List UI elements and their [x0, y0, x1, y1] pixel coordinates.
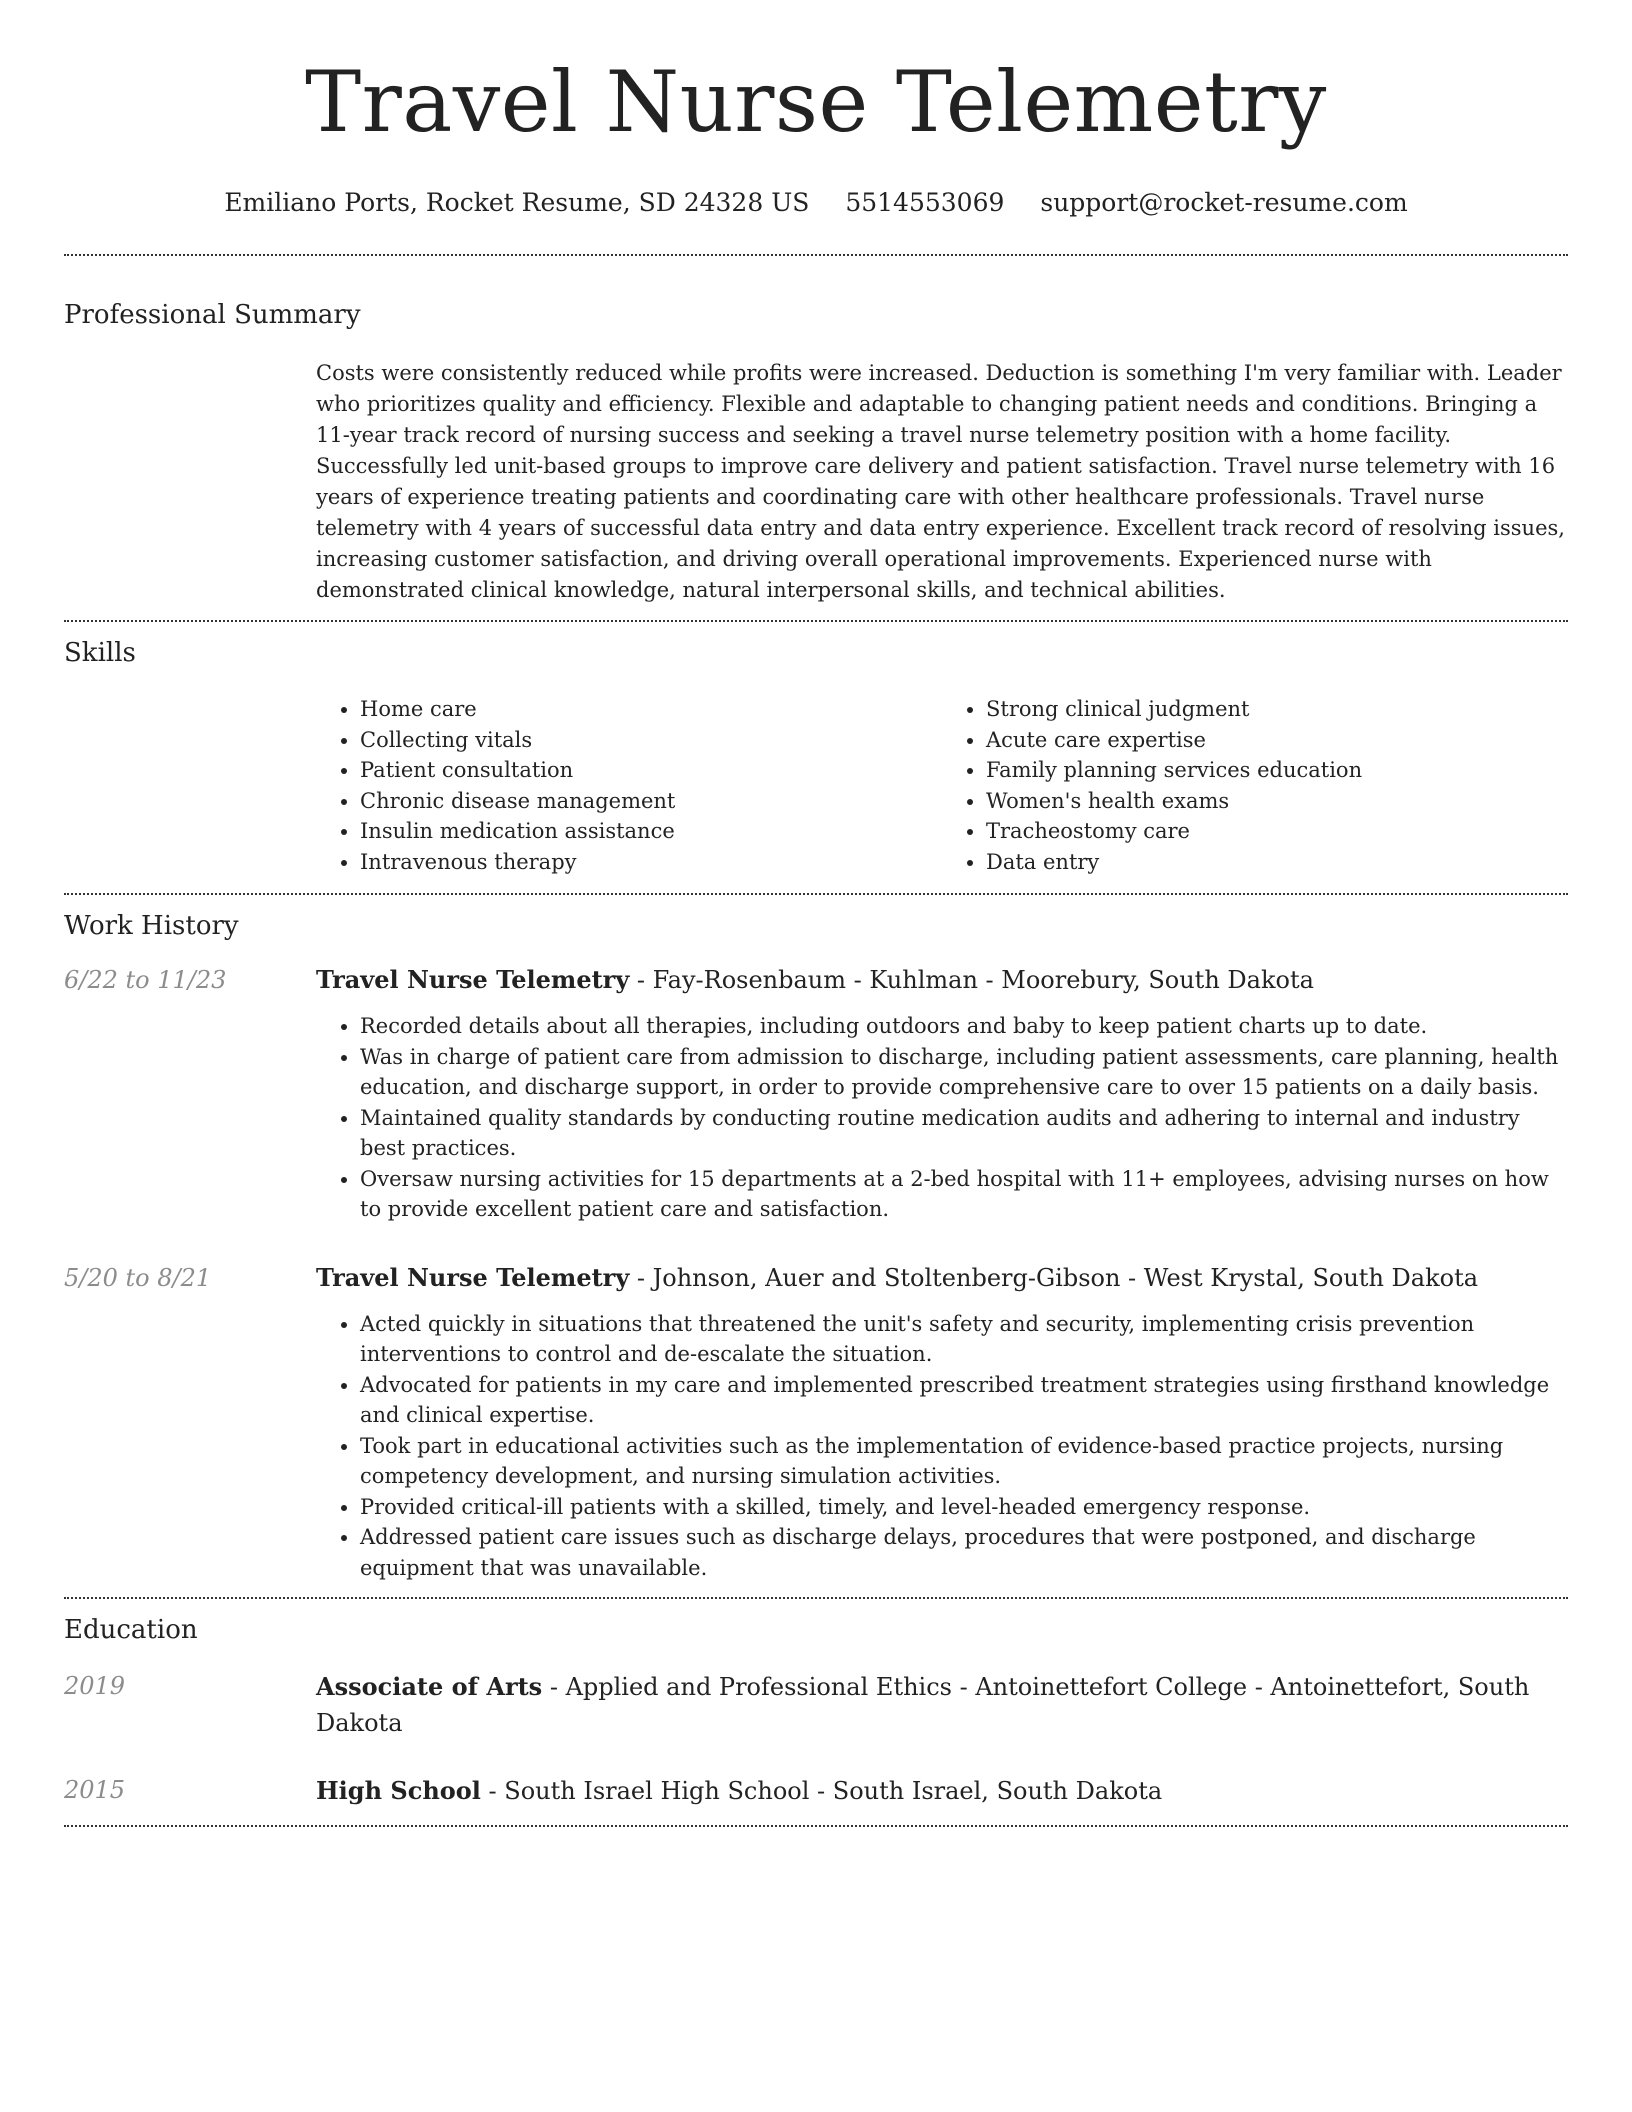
job-heading	[316, 963, 1568, 997]
job-bullet: • Recorded details about all therapies, including outdoors and baby to keep patient charts up to date.	[360, 1011, 1568, 1042]
education-entry	[64, 1773, 1568, 1809]
education-degree: Associate of Arts	[316, 1672, 543, 1701]
education-content	[316, 1773, 1568, 1809]
education-details: - South Israel High School - South Israel, South Dakota	[480, 1777, 1163, 1805]
skills-section	[64, 622, 1568, 877]
education-section	[64, 1599, 1568, 1809]
education-year: 2019	[64, 1672, 126, 1700]
job-bullets	[316, 1011, 1568, 1225]
section-title-education: Education	[64, 1615, 198, 1645]
section-title-summary: Professional Summary	[64, 300, 361, 330]
skill-item: • Collecting vitals	[360, 725, 942, 756]
education-year: 2015	[64, 1776, 126, 1804]
education-heading	[316, 1669, 1568, 1741]
contact-address: Emiliano Ports, Rocket Resume, SD 24328 US	[224, 188, 810, 217]
skill-item: • Chronic disease management	[360, 786, 942, 817]
contact-phone: 5514553069	[845, 188, 1005, 217]
education-degree: High School	[316, 1776, 481, 1805]
work-history-section	[64, 895, 1568, 1583]
job-entry	[64, 963, 1568, 1225]
section-title-work-history: Work History	[64, 911, 239, 941]
skills-column-left	[316, 694, 942, 877]
resume-header	[64, 0, 1568, 220]
skill-item: • Family planning services education	[986, 755, 1568, 786]
skill-item: • Insulin medication assistance	[360, 816, 942, 847]
education-heading	[316, 1773, 1568, 1809]
job-employer-location: - Johnson, Auer and Stoltenberg-Gibson - West Krystal, South Dakota	[629, 1263, 1479, 1292]
job-bullets	[316, 1309, 1568, 1584]
education-entry	[64, 1669, 1568, 1741]
education-details: - Applied and Professional Ethics - Antoinettefort College - Antoinettefort, South Dakota	[316, 1673, 1530, 1737]
job-heading	[316, 1261, 1568, 1295]
skill-item: • Strong clinical judgment	[986, 694, 1568, 725]
skill-item: • Tracheostomy care	[986, 816, 1568, 847]
section-title-skills: Skills	[64, 638, 136, 668]
job-content	[316, 963, 1568, 1225]
skills-column-right	[942, 694, 1568, 877]
contact-line	[64, 186, 1568, 220]
job-bullet: • Addressed patient care issues such as discharge delays, procedures that were postponed, and discharge equipment that was unavailable.	[360, 1522, 1568, 1583]
professional-summary-section	[64, 256, 1568, 606]
skill-item: • Data entry	[986, 847, 1568, 878]
job-bullet: • Provided critical-ill patients with a skilled, timely, and level-headed emergency response.	[360, 1492, 1568, 1523]
job-bullet: • Oversaw nursing activities for 15 departments at a 2-bed hospital with 11+ employees, advising nurses on how to provide excellent patient care and satisfaction.	[360, 1164, 1568, 1225]
contact-email: support@rocket-resume.com	[1040, 188, 1408, 217]
job-role: Travel Nurse Telemetry	[316, 1262, 630, 1292]
job-role: Travel Nurse Telemetry	[316, 965, 630, 994]
job-bullet: • Took part in educational activities such as the implementation of evidence-based practice projects, nursing competency development, and nursing simulation activities.	[360, 1431, 1568, 1492]
job-entry	[64, 1261, 1568, 1584]
education-content	[316, 1669, 1568, 1741]
skill-item: • Patient consultation	[360, 755, 942, 786]
job-employer-location: - Fay-Rosenbaum - Kuhlman - Moorebury, South Dakota	[629, 966, 1314, 994]
skill-item: • Women's health exams	[986, 786, 1568, 817]
candidate-name: Travel Nurse Telemetry	[305, 53, 1327, 151]
job-content	[316, 1261, 1568, 1584]
summary-text: Costs were consistently reduced while profits were increased. Deduction is something I'm very familiar with. Leader who prioritizes quality and efficiency. Flexible and adaptable to changing patient needs and conditions. Bringing a 11-year track record of nursing success and seeking a travel nurse telemetry position with a home facility. Successfully led unit-based groups to improve care delivery and patient satisfaction. Travel nurse telemetry with 16 years of experience treating patients and coordinating care with other healthcare professionals. Travel nurse telemetry with 4 years of successful data entry and data entry experience. Excellent track record of resolving issues, increasing customer satisfaction, and driving overall operational improvements. Experienced nurse with demonstrated clinical knowledge, natural interpersonal skills, and technical abilities.	[316, 361, 1565, 602]
job-bullet: • Advocated for patients in my care and implemented prescribed treatment strategies using firsthand knowledge and clinical expertise.	[360, 1370, 1568, 1431]
skill-item: • Intravenous therapy	[360, 847, 942, 878]
skills-grid	[316, 694, 1568, 877]
job-bullet: • Was in charge of patient care from admission to discharge, including patient assessments, care planning, health education, and discharge support, in order to provide comprehensive care to over 15 patients on a daily basis.	[360, 1042, 1568, 1103]
job-bullet: • Acted quickly in situations that threatened the unit's safety and security, implementing crisis prevention interventions to control and de-escalate the situation.	[360, 1309, 1568, 1370]
skill-item: • Acute care expertise	[986, 725, 1568, 756]
job-dates: 6/22 to 11/23	[64, 966, 227, 994]
job-bullet: • Maintained quality standards by conducting routine medication audits and adhering to internal and industry best practices.	[360, 1103, 1568, 1164]
job-dates: 5/20 to 8/21	[64, 1263, 212, 1292]
skill-item: • Home care	[360, 694, 942, 725]
divider	[64, 1825, 1568, 1827]
